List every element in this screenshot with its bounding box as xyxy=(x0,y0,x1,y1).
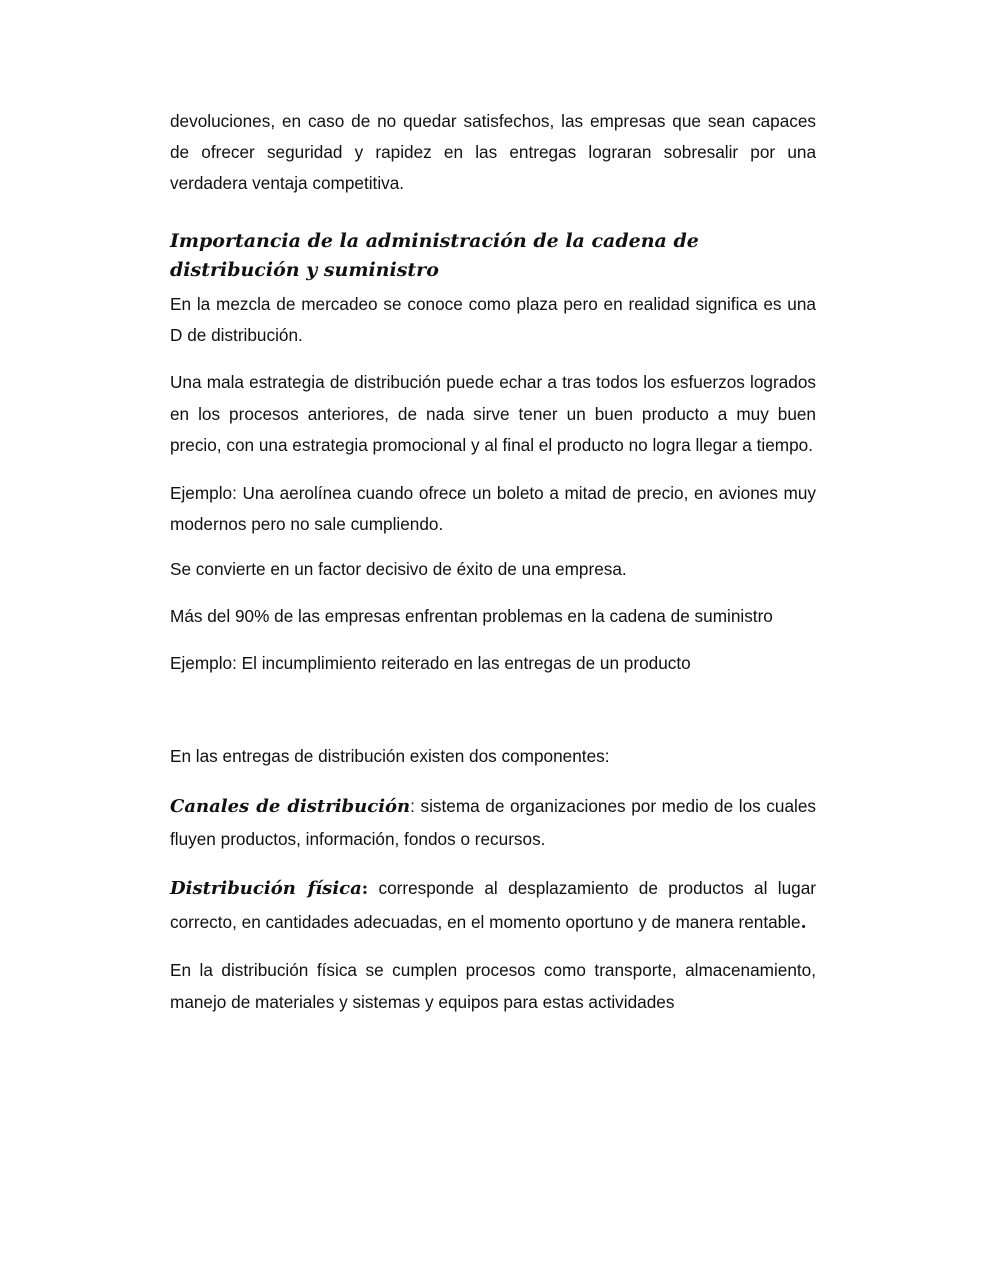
definition-text-distribucion-fisica: corresponde al desplazamiento de productos al lugar correcto, en cantidades adecuadas, en el momento oportuno y de manera rentable xyxy=(170,877,816,932)
section-heading: Importancia de la administración de la cadena de distribución y suministro xyxy=(170,230,699,281)
definition-text-canales: sistema de organizaciones por medio de los cuales fluyen productos, información, fondos o recursos. xyxy=(170,795,816,849)
definition-separator-distribucion-fisica: : xyxy=(361,878,369,899)
paragraph-mala-estrategia: Una mala estrategia de distribución puede echar a tras todos los esfuerzos logrados en los procesos anteriores, de nada sirve tener un buen producto a muy buen precio, con una estrategia promocional y al final el producto no logra llegar a tiempo. xyxy=(170,372,816,455)
definition-separator-canales: : xyxy=(410,795,415,816)
intro-paragraph: devoluciones, en caso de no quedar satisfechos, las empresas que sean capaces de ofrecer seguridad y rapidez en las entregas lograran sobresalir por una verdadera ventaja competitiva. xyxy=(170,111,816,193)
paragraph-factor-decisivo: Se convierte en un factor decisivo de éxito de una empresa. xyxy=(170,558,627,579)
paragraph-mas-del-90: Más del 90% de las empresas enfrentan problemas en la cadena de suministro xyxy=(170,605,773,626)
definition-term-distribucion-fisica: Distribución física xyxy=(170,877,362,899)
definition-trailing-period: . xyxy=(800,912,807,933)
closing-paragraph: En la distribución física se cumplen procesos como transporte, almacenamiento, manejo de materiales y sistemas y equipos para estas actividades xyxy=(170,959,816,1012)
definition-distribucion-fisica xyxy=(170,872,816,940)
document-page xyxy=(170,106,816,1019)
paragraph-ejemplo-incumplimiento: Ejemplo: El incumplimiento reiterado en las entregas de un producto xyxy=(170,652,691,673)
definition-term-canales: Canales de distribución xyxy=(170,795,411,817)
paragraph-dos-componentes: En las entregas de distribución existen dos componentes: xyxy=(170,745,610,766)
definition-canales xyxy=(170,790,816,856)
paragraph-plaza: En la mezcla de mercadeo se conoce como plaza pero en realidad significa es una D de distribución. xyxy=(170,294,816,345)
paragraph-ejemplo-aerolinea: Ejemplo: Una aerolínea cuando ofrece un boleto a mitad de precio, en aviones muy modernos pero no sale cumpliendo. xyxy=(170,482,816,534)
